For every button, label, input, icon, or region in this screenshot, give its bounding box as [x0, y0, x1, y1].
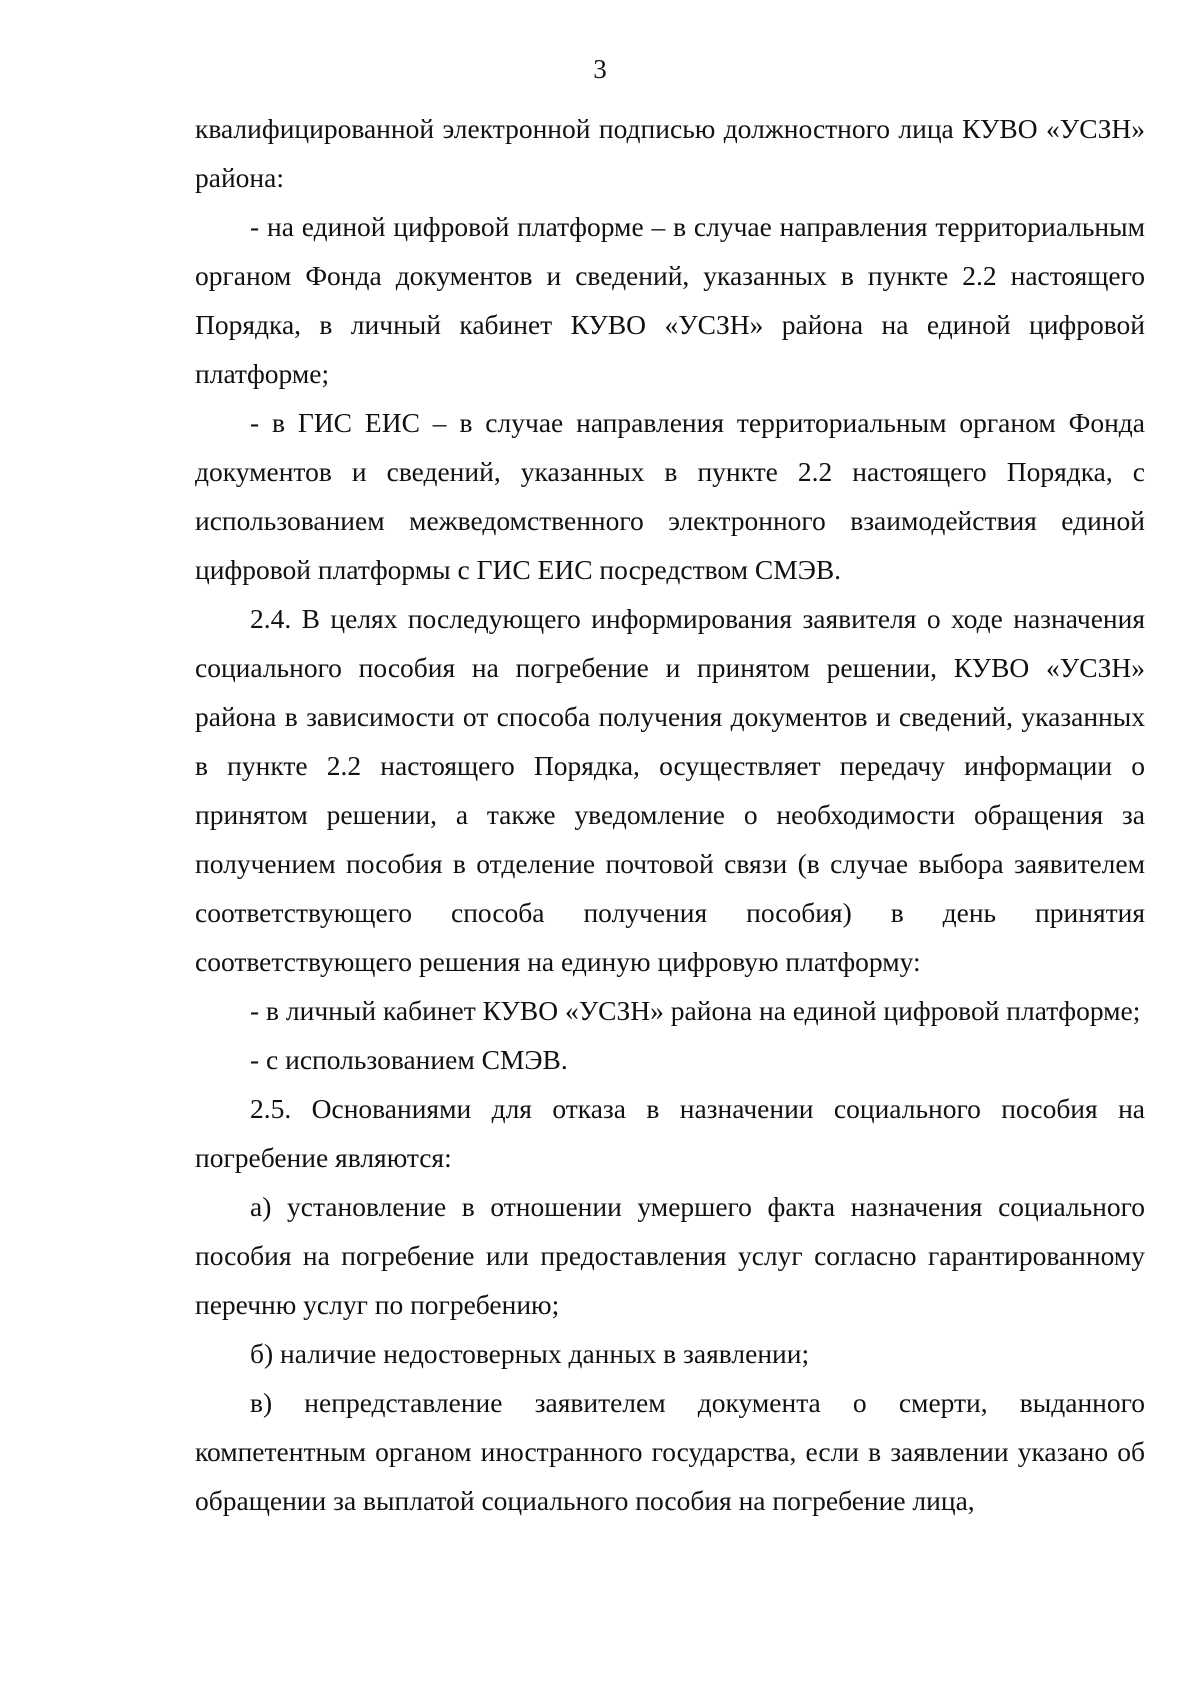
paragraph-item-b: б) наличие недостоверных данных в заявлении;: [250, 1338, 810, 1369]
paragraph-item-v: в) непредставление заявителем документа о смерти, выданного компетентным органом иностранного государства, если в заявлении указано об обращении за выплатой социального пособия на погребение лица,: [195, 1387, 1145, 1516]
paragraph-clause-2-5: 2.5. Основаниями для отказа в назначении социального пособия на погребение являются:: [195, 1093, 1145, 1173]
page-number: 3: [593, 54, 607, 84]
paragraph-clause-2-4: 2.4. В целях последующего информирования заявителя о ходе назначения социального пособия на погребение и принятом решении, КУВО «УСЗН» района в зависимости от способа получения документов и сведений, указанных в пункте 2.2 настоящего Порядка, осуществляет передачу информации о принятом решении, а также уведомление о необходимости обращения за получением пособия в отделение почтовой связи (в случае выбора заявителем соответствующего способа получения пособия) в день принятия соответствующего решения на единую цифровую платформу:: [195, 603, 1145, 977]
paragraph-item-personal-cabinet: - в личный кабинет КУВО «УСЗН» района на единой цифровой платформе;: [250, 995, 1141, 1026]
paragraph-item-gis-eis: - в ГИС ЕИС – в случае направления территориальным органом Фонда документов и сведений, указанных в пункте 2.2 настоящего Порядка, с использованием межведомственного электронного взаимодействия единой цифровой платформы с ГИС ЕИС посредством СМЭВ.: [195, 407, 1145, 585]
paragraph-continuation: квалифицированной электронной подписью должностного лица КУВО «УСЗН» района:: [195, 113, 1145, 193]
paragraph-item-a: а) установление в отношении умершего факта назначения социального пособия на погребение или предоставления услуг согласно гарантированному перечню услуг по погребению;: [195, 1191, 1145, 1320]
document-body: [195, 104, 1145, 1525]
paragraph-item-digital-platform: - на единой цифровой платформе – в случае направления территориальным органом Фонда документов и сведений, указанных в пункте 2.2 настоящего Порядка, в личный кабинет КУВО «УСЗН» района на единой цифровой платформе;: [195, 211, 1145, 389]
paragraph-item-smev: - с использованием СМЭВ.: [250, 1044, 568, 1075]
